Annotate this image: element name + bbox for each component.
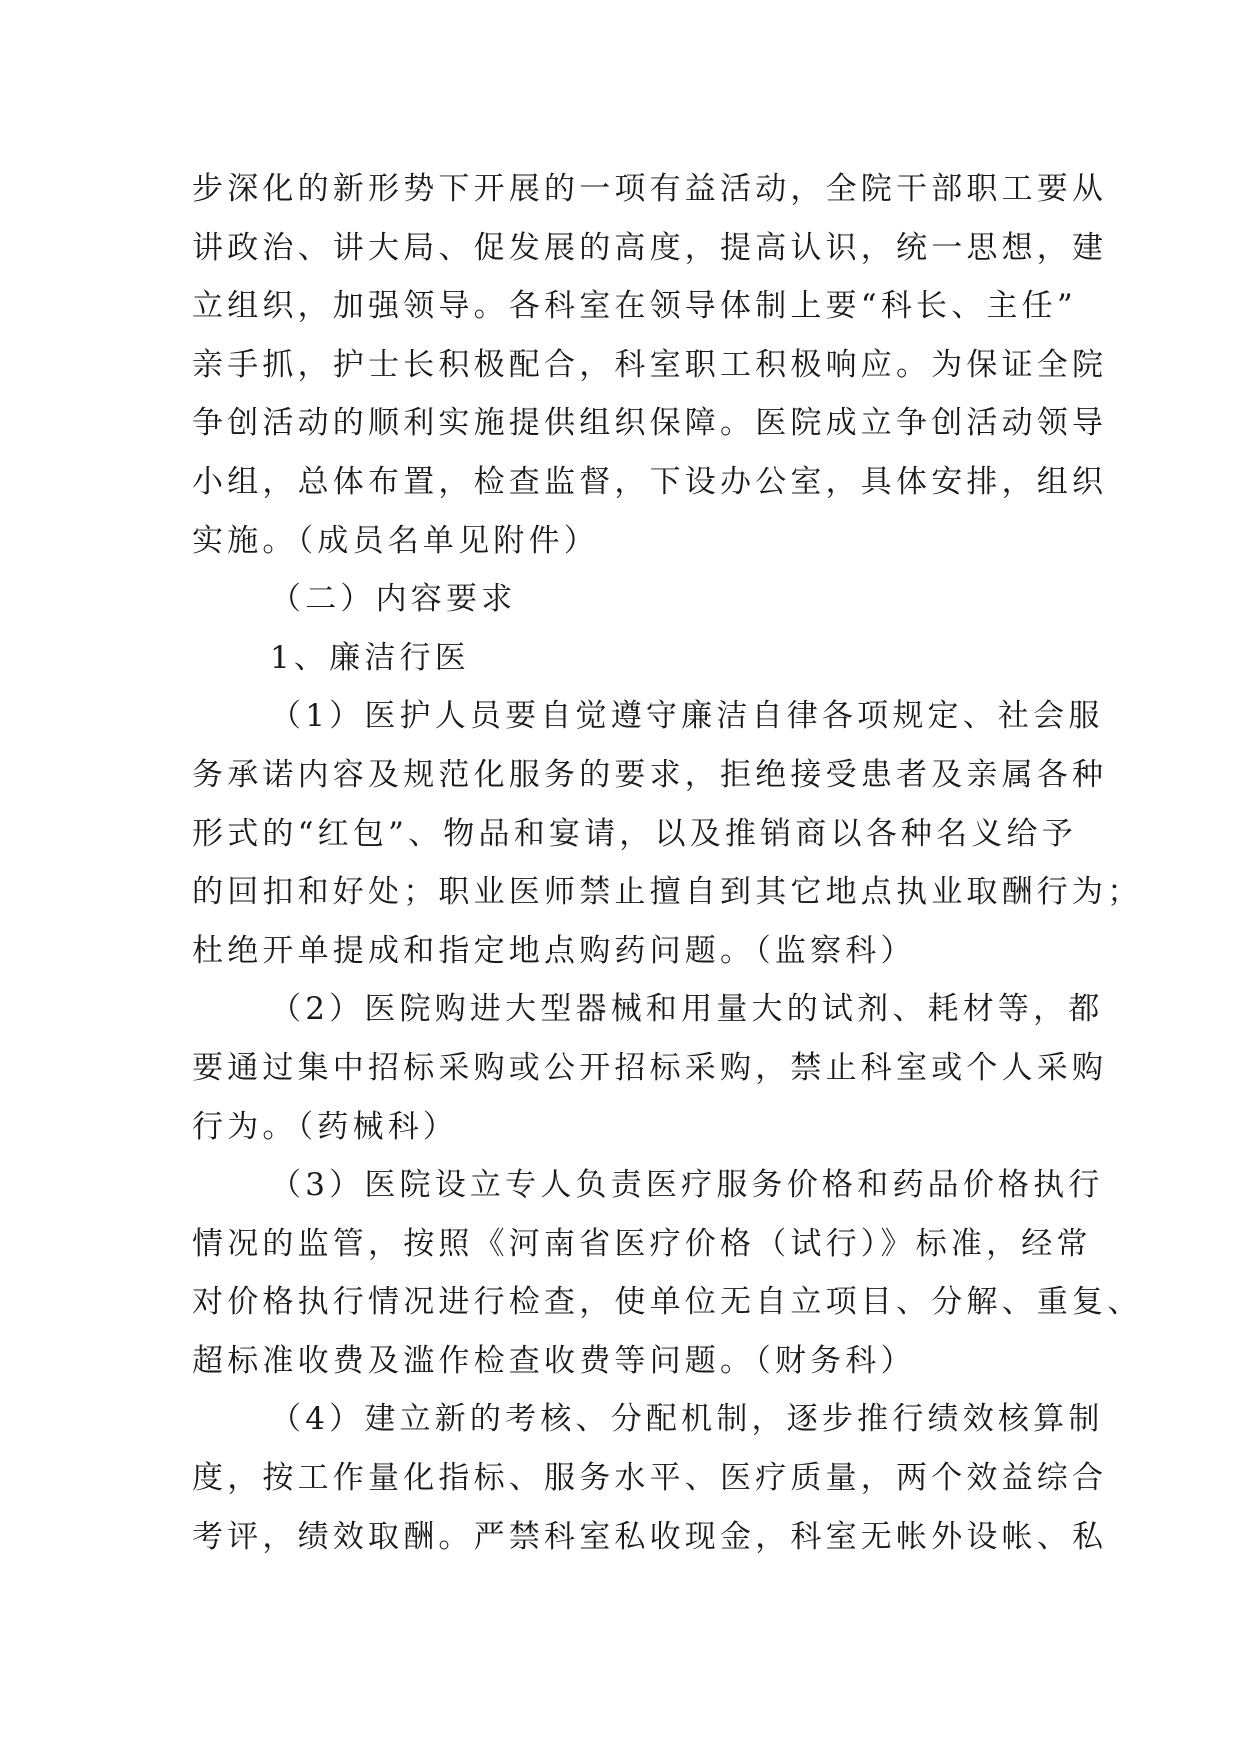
text-line: （2）医院购进大型器械和用量大的试剂、耗材等，都 <box>270 991 1104 1028</box>
text-line: 度，按工作量化指标、服务水平、医疗质量，两个效益综合 <box>192 1460 1108 1497</box>
text-line: （1）医护人员要自觉遵守廉洁自律各项规定、社会服 <box>270 698 1104 735</box>
subsection-heading: 1、廉洁行医 <box>270 639 470 676</box>
document-body <box>192 160 1143 1566</box>
text-line: 小组，总体布置，检查监督，下设办公室，具体安排，组织 <box>192 463 1108 500</box>
text-line: 的回扣和好处；职业医师禁止擅自到其它地点执业取酬行为； <box>192 874 1143 911</box>
text-line: 步深化的新形势下开展的一项有益活动，全院干部职工要从 <box>192 171 1108 207</box>
text-line: 实施。（成员名单见附件） <box>192 522 599 559</box>
text-line: 争创活动的顺利实施提供组织保障。医院成立争创活动领导 <box>192 405 1108 442</box>
text-line: （4）建立新的考核、分配机制，逐步推行绩效核算制 <box>270 1401 1104 1438</box>
text-line: （3）医院设立专人负责医疗服务价格和药品价格执行 <box>270 1167 1104 1204</box>
text-line: 要通过集中招标采购或公开招标采购，禁止科室或个人采购 <box>192 1049 1108 1086</box>
text-line: 务承诺内容及规范化服务的要求，拒绝接受患者及亲属各种 <box>192 756 1108 793</box>
text-line: 亲手抓，护士长积极配合，科室职工积极响应。为保证全院 <box>192 346 1108 383</box>
text-line: 形式的“红包”、物品和宴请，以及推销商以各种名义给予 <box>192 815 1077 852</box>
text-line: 对价格执行情况进行检查，使单位无自立项目、分解、重复、 <box>192 1284 1143 1321</box>
text-line: 情况的监管，按照《河南省医疗价格（试行）》标准，经常 <box>192 1225 1092 1262</box>
text-line: 杜绝开单提成和指定地点购药问题。（监察科） <box>192 932 916 969</box>
text-line: 超标准收费及滥作检查收费等问题。（财务科） <box>192 1342 916 1379</box>
section-heading: （二）内容要求 <box>270 581 517 618</box>
text-line: 行为。（药械科） <box>192 1108 459 1145</box>
text-line: 考评，绩效取酬。严禁科室私收现金，科室无帐外设帐、私 <box>192 1518 1108 1555</box>
text-line: 立组织，加强领导。各科室在领导体制上要“科长、主任” <box>192 288 1077 325</box>
text-line: 讲政治、讲大局、促发展的高度，提高认识，统一思想，建 <box>192 229 1108 266</box>
